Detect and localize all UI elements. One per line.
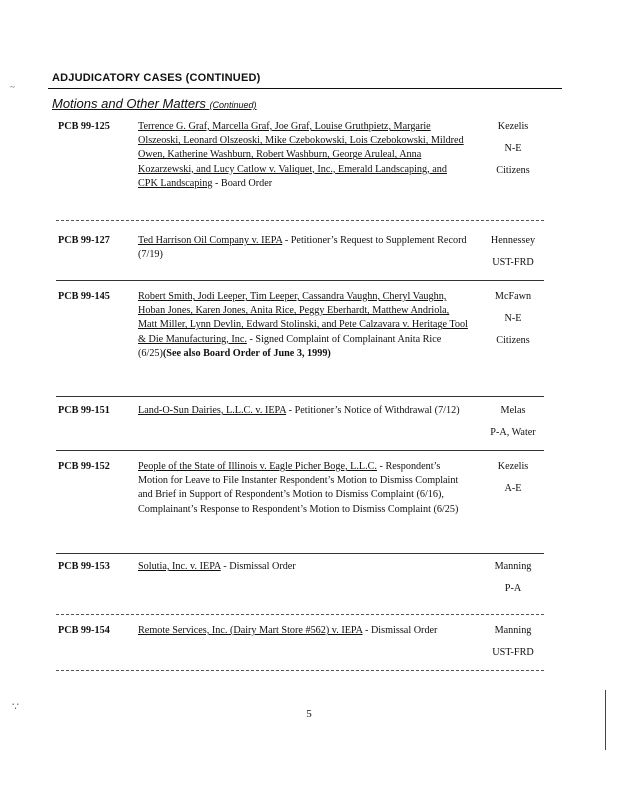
case-description <box>138 120 468 191</box>
case-action: - Board Order <box>212 177 273 189</box>
page-number: 5 <box>306 708 312 720</box>
case-board-member: Hennessey <box>490 235 536 246</box>
case-number: PCB 99-145 <box>58 291 110 302</box>
case-separator <box>56 614 544 615</box>
scan-edge-line <box>605 690 606 750</box>
case-category: Citizens <box>496 165 530 177</box>
case-type: P-A <box>504 583 522 595</box>
case-separator <box>56 220 544 221</box>
case-board-member: Manning <box>494 625 532 636</box>
case-meta <box>478 234 548 278</box>
case-type: A-E <box>504 483 522 495</box>
case-description <box>138 560 468 574</box>
case-title: Ted Harrison Oil Company v. IEPA <box>138 235 283 246</box>
case-number: PCB 99-152 <box>58 461 110 472</box>
case-action: - Respondent’s Motion for Leave to File Instanter Respondent’s Motion to Dismiss Complaint and Brief in Support of Respondent’s Motion to Dismiss Complaint (6/16), Complainant’s Response to Respondent’s Motion to Dismiss Complaint (6/25) <box>138 461 459 515</box>
case-title: Land-O-Sun Dairies, L.L.C. v. IEPA <box>138 405 287 416</box>
case-number: PCB 99-153 <box>58 561 110 572</box>
case-number: PCB 99-151 <box>58 405 110 416</box>
case-action: - Dismissal Order <box>220 561 296 572</box>
case-meta <box>478 290 548 357</box>
scan-mark: ∵ <box>12 701 19 713</box>
case-separator <box>56 553 544 554</box>
case-type: N-E <box>504 143 522 155</box>
case-action: - Petitioner’s Request to Supplement Record (7/19) <box>138 235 467 261</box>
case-meta <box>478 460 548 504</box>
case-title: Remote Services, Inc. (Dairy Mart Store #562) v. IEPA <box>138 625 363 636</box>
header-title: ADJUDICATORY CASES (CONTINUED) <box>52 72 261 84</box>
case-action: - Signed Complaint of Complainant Anita Rice (6/25) <box>138 333 442 359</box>
header-rule <box>48 88 562 89</box>
case-meta <box>478 624 548 668</box>
section-title: Motions and Other Matters <box>52 96 206 111</box>
case-title: People of the State of Illinois v. Eagle Picher Boge, L.L.C. <box>138 461 377 472</box>
scan-mark: ~ <box>10 82 15 92</box>
case-type: P-A, Water <box>490 427 536 439</box>
case-type: N-E <box>504 313 522 325</box>
case-number: PCB 99-125 <box>58 121 110 132</box>
case-board-member: McFawn <box>494 291 532 302</box>
case-number: PCB 99-127 <box>58 235 110 246</box>
case-board-member: Manning <box>494 561 532 572</box>
case-title: Terrence G. Graf, Marcella Graf, Joe Graf, Louise Gruthpietz, Margarie Olszeoski, Leonard Olszeoski, Mike Czebokowski, Lois Czebokowski, Mildred Owen, Katherine Washburn, Robert Washburn, George Aruleal, Anna Kozarzewski, and Lucy Catlow v. Valiquet, Inc., Emerald Landscaping, and CPK Landscaping <box>138 121 464 189</box>
case-board-member: Kezelis <box>497 121 529 132</box>
case-separator <box>56 396 544 397</box>
case-type: UST-FRD <box>492 257 534 269</box>
page-header <box>52 72 562 84</box>
case-action: - Dismissal Order <box>362 625 438 636</box>
case-board-member: Kezelis <box>497 461 529 472</box>
section-heading <box>52 96 257 111</box>
case-action: - Petitioner’s Notice of Withdrawal (7/12) <box>286 405 460 416</box>
case-category: Citizens <box>496 335 530 347</box>
case-description <box>138 234 468 262</box>
case-title: Solutia, Inc. v. IEPA <box>138 561 221 572</box>
case-type: UST-FRD <box>492 647 534 659</box>
case-meta <box>478 560 548 604</box>
section-continued: (Continued) <box>209 100 257 110</box>
case-description <box>138 290 468 361</box>
case-board-member: Melas <box>500 405 526 416</box>
case-description <box>138 404 468 418</box>
case-title: Robert Smith, Jodi Leeper, Tim Leeper, Cassandra Vaughn, Cheryl Vaughn, Hoban Jones, Karen Jones, Anita Rice, Peggy Eberhardt, Matthew Andriola, Matt Miller, Lynn Devlin, Edward Stolinski, and Pete Calzavara v. Heritage Tool & Die Manufacturing, Inc. <box>138 291 468 345</box>
case-description <box>138 624 468 638</box>
case-meta <box>478 404 548 448</box>
case-separator <box>56 280 544 281</box>
case-separator <box>56 670 544 671</box>
case-number: PCB 99-154 <box>58 625 110 636</box>
case-note: (See also Board Order of June 3, 1999) <box>162 347 331 359</box>
case-description <box>138 460 468 517</box>
case-separator <box>56 450 544 451</box>
case-meta <box>478 120 548 187</box>
